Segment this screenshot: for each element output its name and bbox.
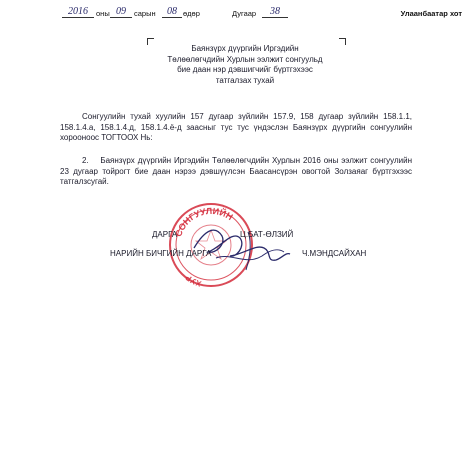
date-day-label: өдөр	[183, 9, 200, 18]
document-header	[0, 6, 476, 22]
paragraph-1-text: Сонгуулийн тухай хуулийн 157 дугаар зүйлийн 157.9, 158 дугаар зүйлийн 158.1.1, 158.1.4.а, 158.1.4.д, 158.1.4.ё-д заасныг тус тус үндэслэн Баянзүрх дүүргийн сонгуулийн хорооноос ТОГТООХ Нь:	[60, 112, 412, 142]
signature-scribble	[186, 218, 296, 278]
title-line: бие даан нэр дэвшигчийг бүртгэхээс	[177, 65, 313, 74]
title-line: Баянзүрх дүүргийн Иргэдийн	[191, 44, 299, 53]
body-paragraph-2	[60, 156, 412, 188]
number-label: Дугаар	[232, 9, 257, 18]
date-year-label: оны	[96, 9, 110, 18]
secretary-name: Ч.МЭНДСАЙХАН	[302, 249, 367, 258]
date-month-label: сарын	[134, 9, 156, 18]
city-label: Улаанбаатар хот	[400, 9, 462, 18]
chair-title: ДАРГА	[152, 230, 178, 239]
stamp-top-text: СОНГУУЛИЙН	[173, 205, 235, 238]
chair-name: Ц.БАТ-ӨЛЗИЙ	[240, 230, 294, 239]
body-paragraph-1	[60, 112, 412, 144]
stamp-side-text: ХУР	[183, 272, 203, 289]
number-field: 38	[262, 6, 288, 18]
secretary-title: НАРИЙН БИЧГИЙН ДАРГА	[110, 249, 212, 258]
date-year-field: 2016	[62, 6, 94, 18]
paragraph-2-number: 2.	[82, 156, 89, 165]
date-month-field: 09	[110, 6, 132, 18]
title-line: Төлөөлөгчдийн Хурлын ээлжит сонгуульд	[167, 54, 323, 64]
title-line: татгалзах тухай	[215, 75, 275, 85]
date-day-field: 08	[162, 6, 182, 18]
paragraph-2-text: Баянзүрх дүүргийн Иргэдийн Төлөөлөгчдийн Хурлын 2016 оны ээлжит сонгуулийн 23 дугаар тойрогт бие даан нэрээ дэвшүүлсэн Баасансүрэн овогтой Золзаяаг бүртгэхээс татгалзсугай.	[60, 156, 412, 186]
document-title	[140, 44, 350, 86]
